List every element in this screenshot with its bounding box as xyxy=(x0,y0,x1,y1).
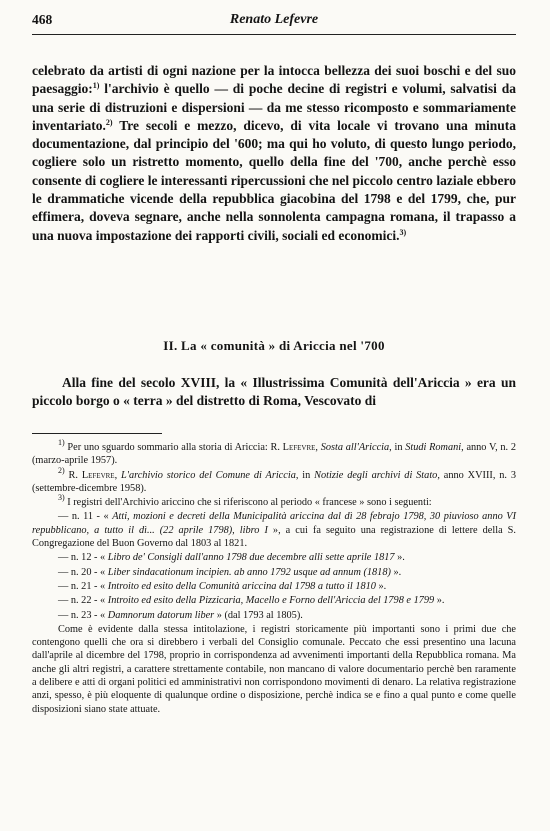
footnote-number: 2) xyxy=(58,465,65,475)
author-name: Lefevre xyxy=(81,469,115,481)
footnote-text: , anno V, n. 2 (marzo-aprile 1957). xyxy=(32,442,517,467)
footnote-text: R. xyxy=(64,469,82,481)
page-number: 468 xyxy=(32,12,53,27)
body-text-3: Tre secoli e mezzo, dicevo, di vita locale vi trovano una minuta documentazione, dal principio del '600; ma qui ho voluto, di questo lungo periodo, cogliere solo un ristretto momento, quello della fine del '700, anche perchè esso consente di cogliere le interessanti ripercussioni che nel piccolo centro laziale ebbero le drammatiche vicende della repubblica giacobina del 1798 e del 1799, che, pur effimera, doveva segnare, anche nella sonnolenta campagna romana, il trapasso a una nuova impostazione dei rapporti civili, sociali ed economici. xyxy=(32,117,516,243)
register-item: — n. 21 - « Introito ed esito della Comunità ariccina dal 1798 a tutto il 1810 ». xyxy=(58,580,387,592)
footnote-2 xyxy=(32,465,516,496)
register-item: — n. 12 - « Libro de' Consigli dall'anno 1798 due decembre alli sette aprile 1817 ». xyxy=(58,552,405,564)
header-rule xyxy=(32,34,516,35)
footnote-ref-1: 1) xyxy=(92,81,100,91)
section-heading: II. La « comunità » di Ariccia nel '700 xyxy=(163,338,385,353)
register-item: — n. 11 - « Atti, mozioni e decreti della Municipalità ariccina dal dì 28 febrajo 1798, 30 piuvioso anno VI repubblicano, a tutto il dì... (22 aprile 1798), libro I », a cui fa seguito una registrazione di lettere della S. Congregazione del Buon Governo dal 1803 al 1821. xyxy=(32,511,516,550)
footnote-ref-2: 2) xyxy=(105,117,113,127)
section-paragraph: Alla fine del secolo XVIII, la « Illustrissima Comunità dell'Ariccia » era un piccolo borgo o « terra » del distretto di Roma, Vescovato di xyxy=(32,375,516,409)
footnote-text: , in xyxy=(295,469,315,481)
journal-title: Notizie degli archivi di Stato xyxy=(314,469,438,481)
footnote-text: , anno XVIII, n. 3 (settembre-dicembre 1958). xyxy=(32,469,516,494)
work-title: Sosta all'Ariccia xyxy=(320,442,390,453)
footnote-number: 3) xyxy=(58,493,65,503)
footnote-ref-3: 3) xyxy=(399,227,407,237)
journal-title: Studi Romani xyxy=(405,442,462,453)
register-item: — n. 20 - « Liber sindacationum incipien. ab anno 1792 usque ad annum (1818) ». xyxy=(58,566,402,578)
body-paragraph xyxy=(32,62,516,245)
page-header xyxy=(32,12,516,38)
footnote-3 xyxy=(32,493,516,509)
footnotes xyxy=(32,438,517,717)
body-text-2: l'archivio è quello — di poche decine di registri e volumi, salvatisi da una serie di distruzioni e dispersioni — da me stesso ricomposto e sommariamente inventariato. xyxy=(32,81,516,133)
footnote-1 xyxy=(32,438,517,468)
register-item: — n. 23 - « Damnorum datorum liber » (dal 1793 al 1805). xyxy=(58,609,303,621)
footnote-number: 1) xyxy=(58,438,65,447)
register-item: — n. 22 - « Introito ed esito della Pizzicaria, Macello e Forno dell'Ariccia del 1798 e 1799 ». xyxy=(58,595,445,607)
work-title: L'archivio storico del Comune di Ariccia xyxy=(121,469,296,481)
footnote-text: , xyxy=(114,469,122,481)
footnote-text: Per uno sguardo sommario alla storia di Ariccia: R. xyxy=(64,442,283,453)
footnote-text: , in xyxy=(389,442,406,453)
author-name: Lefevre xyxy=(282,442,316,453)
footnote-text: I registri dell'Archivio ariccino che si riferiscono al periodo « francese » sono i seguenti: xyxy=(64,497,432,509)
running-head: Renato Lefevre xyxy=(229,12,319,27)
footnote-text: , xyxy=(315,442,321,453)
body-text-1: celebrato da artisti di ogni nazione per la intocca bellezza dei suoi boschi e del suo paesaggio: xyxy=(32,63,516,97)
footnote-closing: Come è evidente dalla stessa intitolazione, i registri storicamente più importanti sono i primi due che contengono quelli che ora si direbbero i verbali del Consiglio comunale. Peccato che essi presentino una lacuna dall'aprile al dicembre del 1798, proprio in corrispondenza ad avvenimenti importanti della Repubblica romana. Ma anche gli altri registri, a carattere strettamente contabile, non mancano di valore documentario perchè ben raramente a delibere e atti di organi politici ed amministrativi non corrispondono movimenti di denaro. La relativa registrazione anzi, spesso, è più eloquente di qualunque ordine o disposizione, perchè indica se e fino a qual punto e come quelle disposizioni siano state attuate. xyxy=(32,623,516,715)
footnote-rule xyxy=(32,433,162,434)
